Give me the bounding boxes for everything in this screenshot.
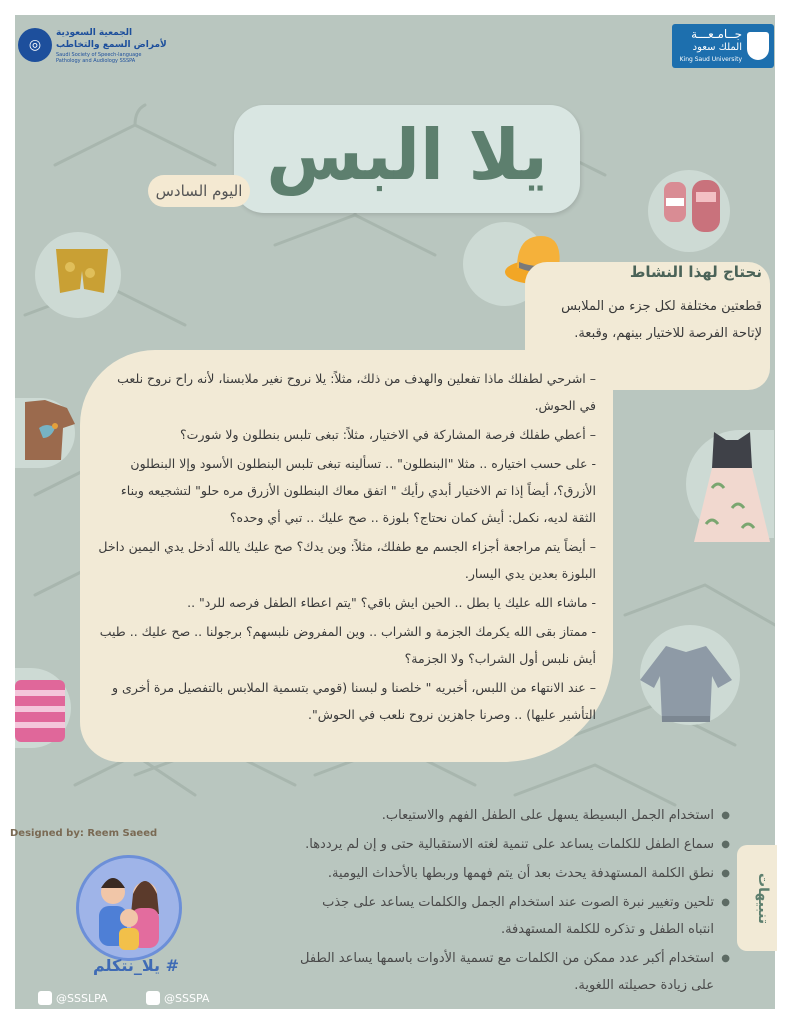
tip-item: ● سماع الطفل للكلمات يساعد على تنمية لغته الاستقبالية حتى و إن لم يرددها. <box>300 831 730 858</box>
family-illustration <box>76 855 182 961</box>
tip-item: ● نطق الكلمة المستهدفة يحدث بعد أن يتم فهمها وربطها بالأحداث اليومية. <box>300 860 730 887</box>
activity-item: – اشرحي لطفلك ماذا تفعلين والهدف من ذلك، مثلاً: يلا نروح نغير ملابسنا، لأنه راح نروح نلعب في الحوش. <box>117 371 596 413</box>
left-logo-line2: لأمراض السمع والتخاطب <box>56 40 167 50</box>
activity-item: - ماشاء الله عليك يا بطل .. الحين ايش باقي؟ "يتم اعطاء الطفل فرصه للرد" .. <box>187 595 596 610</box>
ear-icon: ◎ <box>18 28 52 62</box>
hashtag: # يلا_نتكلم <box>92 956 180 975</box>
left-logo-line3: Saudi Society of Speech-language <box>56 52 142 58</box>
right-logo-line2: الملك سعود <box>692 42 742 53</box>
dress-icon <box>692 428 772 548</box>
king-saud-university-logo <box>672 24 774 68</box>
instagram-handle[interactable] <box>146 990 209 1008</box>
tip-item: ● استخدام الجمل البسيطة يسهل على الطفل الفهم والاستيعاب. <box>300 802 730 829</box>
twitter-icon <box>38 991 52 1005</box>
twitter-handle[interactable] <box>38 990 108 1008</box>
palm-emblem-icon <box>747 32 769 60</box>
activity-item: – عند الانتهاء من اللبس، أخبريه " خلصنا و لبسنا (قومي بتسمية الملابس بالتفصيل مرة أخرى و التأشير عليها) .. وصرنا جاهزين نروح نلعب في الحوش". <box>112 680 596 722</box>
designer-credit: Designed by: Reem Saeed <box>10 828 158 839</box>
right-logo-line1: جــامـعـــة <box>691 27 742 41</box>
day-label: اليوم السادس <box>148 175 250 207</box>
page-title: يلا البس <box>266 114 548 196</box>
activity-item: – أعطي طفلك فرصة المشاركة في الاختيار، مثلاً: تبغى تلبس بنطلون ولا شورت؟ <box>180 427 596 442</box>
tshirt-icon <box>15 398 77 462</box>
instagram-text: @SSSPA <box>164 992 210 1005</box>
instagram-icon <box>146 991 160 1005</box>
shoes-icon <box>658 172 728 240</box>
needs-title: نحتاج لهذا النشاط <box>629 263 762 281</box>
striped-clothing-icon <box>15 676 67 746</box>
activity-list <box>98 365 596 730</box>
activity-item: - على حسب اختياره .. مثلا "البنطلون" .. تسألينه تبغى تلبس البنطلون الأسود وإلا البنطلون الأزرق؟، أيضاً إذا تم الاختيار أبدي رأيك " اتفق معاك البنطلون الأزرق مره حلو" لتشجيعه وبناء الثقة لديه، نكمل: أيش كمان نحتاج؟ بلوزة .. صح عليك .. تبي أي وحده؟ <box>120 456 596 525</box>
tips-label: تنبيهات <box>755 872 771 924</box>
tip-item: ● استخدام أكبر عدد ممكن من الكلمات مع تسمية الأدوات باسمها يساعد الطفل على زيادة حصيلته اللغوية. <box>300 945 730 999</box>
tip-item: ● تلحين وتغيير نبرة الصوت عند استخدام الجمل والكلمات يساعد على جذب انتباه الطفل و تذكره للكلمة المستهدفة. <box>300 889 730 943</box>
activity-item: – أيضاً يتم مراجعة أجزاء الجسم مع طفلك، مثلاً: وين يدك؟ صح عليك يالله أدخل يدي اليمين داخل البلوزة بعدين يدي اليسار. <box>98 539 596 581</box>
left-logo-line1: الجمعية السعودية <box>56 28 133 38</box>
family-icon <box>79 858 179 958</box>
shorts-icon <box>52 243 112 299</box>
left-logo-line4: Pathology and Audiology SSSPA <box>56 58 136 64</box>
tips-list <box>300 802 730 1001</box>
saudi-society-logo <box>18 26 167 66</box>
sweater-icon <box>638 640 734 726</box>
twitter-text: @SSSLPA <box>56 992 108 1005</box>
activity-item: - ممتاز بقى الله يكرمك الجزمة و الشراب .. وين المفروض نلبسهم؟ برجولنا .. صح عليك .. طيب أيش نلبس أول الشراب؟ ولا الجزمة؟ <box>99 624 596 666</box>
needs-text: قطعتين مختلفة لكل جزء من الملابس لإتاحة الفرصة للاختيار بينهم، وقبعة. <box>561 299 762 341</box>
title-box <box>234 105 580 213</box>
right-logo-line3: King Saud University <box>679 56 742 63</box>
